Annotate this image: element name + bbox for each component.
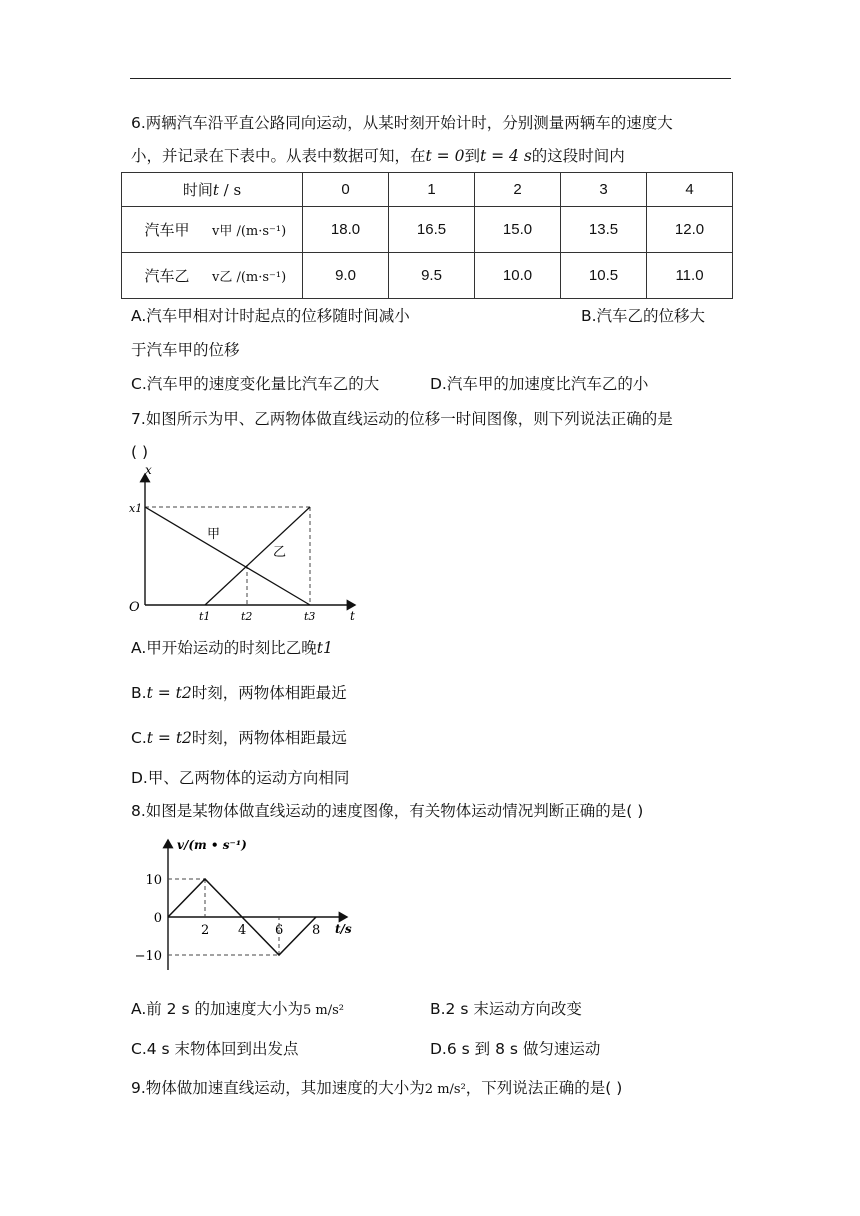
q7-option-b: B.t = t2时刻，两物体相距最近 <box>131 684 347 702</box>
q6-option-c: C.汽车甲的速度变化量比汽车乙的大 <box>131 375 380 393</box>
q8-option-c: C.4 s 末物体回到出发点 <box>131 1040 299 1058</box>
t-axis-label: t <box>350 609 355 623</box>
q8-option-a: A.前 2 s 的加速度大小为5 m/s² <box>131 1000 344 1018</box>
y-tick-label: −10 <box>135 949 162 964</box>
time-cell: 3 <box>561 173 647 207</box>
speed-cell: 11.0 <box>647 253 733 299</box>
time-cell: 4 <box>647 173 733 207</box>
q7-stem-line1: 7.如图所示为甲、乙两物体做直线运动的位移一时间图像，则下列说法正确的是 <box>131 410 673 428</box>
q7-option-a: A.甲开始运动的时刻比乙晚t1 <box>131 639 333 657</box>
line-yi <box>205 507 310 605</box>
table-row <box>122 207 733 253</box>
x1-label: x1 <box>129 502 143 515</box>
q7-option-c: C.t = t2时刻，两物体相距最远 <box>131 729 347 747</box>
speed-cell: 9.0 <box>303 253 389 299</box>
q8-option-b: B.2 s 末运动方向改变 <box>430 1000 582 1018</box>
time-cell: 0 <box>303 173 389 207</box>
origin-label: O <box>129 600 140 615</box>
q6-option-a: A.汽车甲相对计时起点的位移随时间减小 <box>131 307 410 325</box>
t3-label: t3 <box>304 610 316 623</box>
yi-label: 乙 <box>273 545 287 560</box>
q6-option-d: D.汽车甲的加速度比汽车乙的小 <box>430 375 649 393</box>
q7-option-d: D.甲、乙两物体的运动方向相同 <box>131 769 350 787</box>
time-cell: 2 <box>475 173 561 207</box>
t2-label: t2 <box>241 610 253 623</box>
speed-cell: 13.5 <box>561 207 647 253</box>
q6-speed-table <box>121 172 733 299</box>
q8-option-d: D.6 s 到 8 s 做匀速运动 <box>430 1040 601 1058</box>
x-tick-label: 6 <box>275 923 284 938</box>
v-axis-label: v/(m • s⁻¹) <box>177 838 247 852</box>
time-cell: 1 <box>389 173 475 207</box>
q6-stem-line1: 6.两辆汽车沿平直公路同向运动，从某时刻开始计时，分别测量两辆车的速度大 <box>131 114 673 132</box>
speed-cell: 10.5 <box>561 253 647 299</box>
q6-option-b-part1: B.汽车乙的位移大 <box>581 307 706 325</box>
speed-cell: 9.5 <box>389 253 475 299</box>
q8-stem: 8.如图是某物体做直线运动的速度图像，有关物体运动情况判断正确的是( ) <box>131 802 644 820</box>
speed-cell: 10.0 <box>475 253 561 299</box>
jia-label: 甲 <box>207 527 221 542</box>
y-tick-label: 10 <box>145 873 162 888</box>
q7-position-time-graph <box>125 462 365 627</box>
q8-velocity-time-chart <box>135 832 375 977</box>
y-tick-label: 0 <box>153 911 162 926</box>
car-jia-name: 汽车甲 <box>122 207 213 253</box>
x-tick-label: 4 <box>238 923 247 938</box>
speed-cell: 16.5 <box>389 207 475 253</box>
table-header-row <box>122 173 733 207</box>
car-yi-unit: v乙 /(m·s⁻¹) <box>212 253 303 299</box>
q9-stem: 9.物体做加速直线运动，其加速度的大小为2 m/s²，下列说法正确的是( ) <box>131 1079 623 1097</box>
t1-label: t1 <box>199 610 211 623</box>
q6-stem-line2: 小，并记录在下表中。从表中数据可知，在t = 0到t = 4 s的这段时间内 <box>131 147 625 165</box>
x-axis-label: x <box>145 463 152 477</box>
car-jia-unit: v甲 /(m·s⁻¹) <box>212 207 303 253</box>
header-rule <box>130 78 731 79</box>
t-axis-label: t/s <box>335 922 352 936</box>
time-header-cell: 时间t / s <box>122 173 303 207</box>
speed-cell: 15.0 <box>475 207 561 253</box>
speed-cell: 12.0 <box>647 207 733 253</box>
speed-cell: 18.0 <box>303 207 389 253</box>
q6-option-b-part2: 于汽车甲的位移 <box>131 341 240 359</box>
car-yi-name: 汽车乙 <box>122 253 213 299</box>
x-tick-label: 8 <box>312 923 321 938</box>
x-tick-label: 2 <box>201 923 210 938</box>
q7-stem-line2: ( ) <box>131 443 149 461</box>
table-row <box>122 253 733 299</box>
